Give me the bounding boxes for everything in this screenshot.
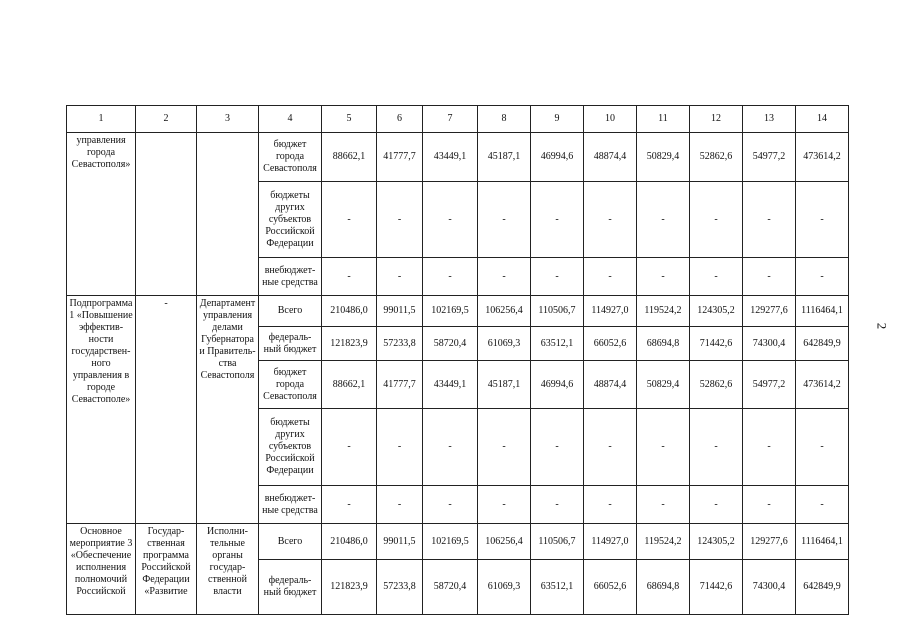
value-cell: 50829,4 xyxy=(637,361,690,409)
value-cell: 63512,1 xyxy=(531,560,584,615)
value-cell: - xyxy=(584,486,637,524)
funding-source-cell: бюджет города Севастополя xyxy=(259,361,322,409)
value-cell: 119524,2 xyxy=(637,524,690,560)
value-cell: 210486,0 xyxy=(322,524,377,560)
table-row xyxy=(67,296,849,327)
value-cell: 102169,5 xyxy=(423,296,478,327)
value-cell: 1116464,1 xyxy=(796,524,849,560)
value-cell: 54977,2 xyxy=(743,361,796,409)
header-cell: 9 xyxy=(531,106,584,133)
value-cell: 1116464,1 xyxy=(796,296,849,327)
value-cell: 88662,1 xyxy=(322,133,377,182)
program-source-cell xyxy=(136,133,197,296)
value-cell: - xyxy=(322,258,377,296)
value-cell: - xyxy=(423,409,478,486)
value-cell: 110506,7 xyxy=(531,296,584,327)
value-cell: - xyxy=(377,182,423,258)
table-row xyxy=(67,524,849,560)
funding-source-cell: Всего xyxy=(259,296,322,327)
header-cell: 5 xyxy=(322,106,377,133)
value-cell: 45187,1 xyxy=(478,133,531,182)
value-cell: - xyxy=(796,258,849,296)
value-cell: - xyxy=(478,486,531,524)
value-cell: 61069,3 xyxy=(478,560,531,615)
header-cell: 7 xyxy=(423,106,478,133)
value-cell: 41777,7 xyxy=(377,133,423,182)
page-number: 2 xyxy=(874,322,890,330)
funding-source-cell: внебюджет-ные средства xyxy=(259,258,322,296)
value-cell: 110506,7 xyxy=(531,524,584,560)
value-cell: - xyxy=(478,409,531,486)
value-cell: 57233,8 xyxy=(377,327,423,361)
header-cell: 10 xyxy=(584,106,637,133)
value-cell: 48874,4 xyxy=(584,133,637,182)
value-cell: - xyxy=(478,258,531,296)
funding-source-cell: Всего xyxy=(259,524,322,560)
value-cell: - xyxy=(478,182,531,258)
value-cell: - xyxy=(584,182,637,258)
value-cell: - xyxy=(322,182,377,258)
value-cell: - xyxy=(637,486,690,524)
value-cell: - xyxy=(531,409,584,486)
funding-source-cell: бюджет города Севастополя xyxy=(259,133,322,182)
value-cell: - xyxy=(637,182,690,258)
value-cell: 106256,4 xyxy=(478,296,531,327)
value-cell: 642849,9 xyxy=(796,560,849,615)
value-cell: 43449,1 xyxy=(423,133,478,182)
value-cell: 124305,2 xyxy=(690,296,743,327)
header-cell: 12 xyxy=(690,106,743,133)
value-cell: - xyxy=(637,409,690,486)
value-cell: 68694,8 xyxy=(637,327,690,361)
value-cell: - xyxy=(531,258,584,296)
value-cell: - xyxy=(796,486,849,524)
header-cell: 6 xyxy=(377,106,423,133)
funding-source-cell: бюджеты других субъектов Российской Федерации xyxy=(259,182,322,258)
funding-source-cell: бюджеты других субъектов Российской Федерации xyxy=(259,409,322,486)
value-cell: 129277,6 xyxy=(743,296,796,327)
value-cell: 41777,7 xyxy=(377,361,423,409)
value-cell: 99011,5 xyxy=(377,524,423,560)
value-cell: - xyxy=(690,486,743,524)
executor-cell: Департамент управления делами Губернатора и Правитель-ства Севастополя xyxy=(197,296,259,524)
value-cell: - xyxy=(423,258,478,296)
value-cell: 46994,6 xyxy=(531,361,584,409)
executor-cell: Исполни-тельные органы государ-ственной власти xyxy=(197,524,259,615)
value-cell: 71442,6 xyxy=(690,560,743,615)
program-source-cell: Государ-ственная программа Российской Федерации «Развитие xyxy=(136,524,197,615)
value-cell: - xyxy=(690,409,743,486)
value-cell: 71442,6 xyxy=(690,327,743,361)
value-cell: 66052,6 xyxy=(584,327,637,361)
value-cell: 124305,2 xyxy=(690,524,743,560)
value-cell: 66052,6 xyxy=(584,560,637,615)
header-row xyxy=(67,106,849,133)
header-cell: 4 xyxy=(259,106,322,133)
value-cell: 68694,8 xyxy=(637,560,690,615)
funding-source-cell: внебюджет-ные средства xyxy=(259,486,322,524)
value-cell: 88662,1 xyxy=(322,361,377,409)
value-cell: - xyxy=(743,258,796,296)
value-cell: - xyxy=(377,258,423,296)
value-cell: - xyxy=(531,182,584,258)
program-name-cell: Подпрограмма 1 «Повышение эффектив-ности государствен-ного управления в городе Севастополе» xyxy=(67,296,136,524)
value-cell: 45187,1 xyxy=(478,361,531,409)
header-cell: 13 xyxy=(743,106,796,133)
header-cell: 11 xyxy=(637,106,690,133)
value-cell: - xyxy=(584,409,637,486)
value-cell: - xyxy=(423,486,478,524)
value-cell: 57233,8 xyxy=(377,560,423,615)
value-cell: - xyxy=(690,258,743,296)
program-name-cell: Основное мероприятие 3 «Обеспечение исполнения полномочий Российской xyxy=(67,524,136,615)
value-cell: 58720,4 xyxy=(423,560,478,615)
value-cell: 58720,4 xyxy=(423,327,478,361)
program-source-cell: - xyxy=(136,296,197,524)
value-cell: 50829,4 xyxy=(637,133,690,182)
value-cell: - xyxy=(377,486,423,524)
value-cell: 46994,6 xyxy=(531,133,584,182)
value-cell: - xyxy=(584,258,637,296)
header-cell: 2 xyxy=(136,106,197,133)
funding-source-cell: федераль-ный бюджет xyxy=(259,327,322,361)
value-cell: 99011,5 xyxy=(377,296,423,327)
value-cell: 121823,9 xyxy=(322,560,377,615)
value-cell: 114927,0 xyxy=(584,524,637,560)
value-cell: - xyxy=(690,182,743,258)
value-cell: 43449,1 xyxy=(423,361,478,409)
value-cell: 210486,0 xyxy=(322,296,377,327)
value-cell: 106256,4 xyxy=(478,524,531,560)
value-cell: - xyxy=(637,258,690,296)
value-cell: - xyxy=(322,486,377,524)
value-cell: - xyxy=(743,182,796,258)
header-cell: 14 xyxy=(796,106,849,133)
budget-table xyxy=(66,105,849,615)
value-cell: 642849,9 xyxy=(796,327,849,361)
value-cell: - xyxy=(743,486,796,524)
value-cell: 61069,3 xyxy=(478,327,531,361)
program-name-cell: управления города Севастополя» xyxy=(67,133,136,296)
executor-cell xyxy=(197,133,259,296)
header-cell: 1 xyxy=(67,106,136,133)
value-cell: - xyxy=(423,182,478,258)
value-cell: - xyxy=(796,409,849,486)
value-cell: 48874,4 xyxy=(584,361,637,409)
value-cell: 52862,6 xyxy=(690,361,743,409)
value-cell: 473614,2 xyxy=(796,133,849,182)
value-cell: 54977,2 xyxy=(743,133,796,182)
value-cell: 114927,0 xyxy=(584,296,637,327)
value-cell: 119524,2 xyxy=(637,296,690,327)
value-cell: 63512,1 xyxy=(531,327,584,361)
value-cell: 74300,4 xyxy=(743,560,796,615)
value-cell: 121823,9 xyxy=(322,327,377,361)
value-cell: 129277,6 xyxy=(743,524,796,560)
value-cell: - xyxy=(322,409,377,486)
table-row xyxy=(67,133,849,182)
header-cell: 8 xyxy=(478,106,531,133)
header-cell: 3 xyxy=(197,106,259,133)
value-cell: - xyxy=(743,409,796,486)
value-cell: - xyxy=(796,182,849,258)
value-cell: 52862,6 xyxy=(690,133,743,182)
value-cell: 473614,2 xyxy=(796,361,849,409)
value-cell: 102169,5 xyxy=(423,524,478,560)
funding-source-cell: федераль-ный бюджет xyxy=(259,560,322,615)
value-cell: - xyxy=(377,409,423,486)
value-cell: 74300,4 xyxy=(743,327,796,361)
value-cell: - xyxy=(531,486,584,524)
